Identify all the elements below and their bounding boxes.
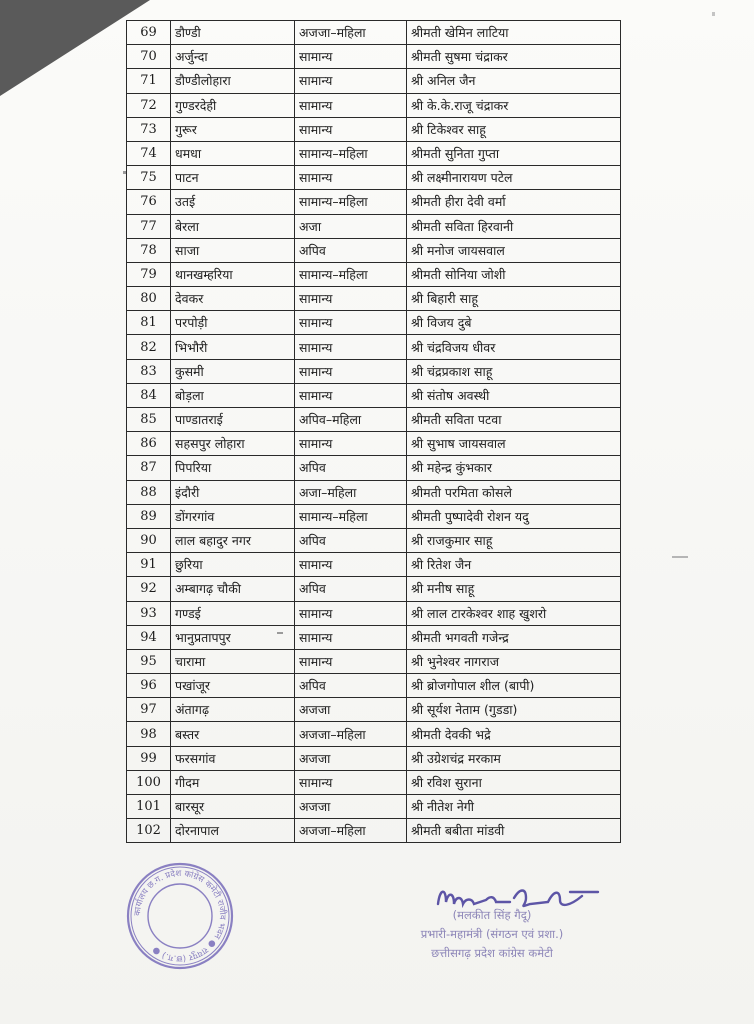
appointee-name: श्रीमती सोनिया जोशी <box>407 262 621 286</box>
appointee-name: श्री रितेश जैन <box>407 553 621 577</box>
scan-speck <box>712 12 715 16</box>
reservation-category: अजजा–महिला <box>295 722 407 746</box>
row-number: 73 <box>127 117 171 141</box>
row-number: 98 <box>127 722 171 746</box>
reservation-category: सामान्य <box>295 625 407 649</box>
reservation-category: अजा <box>295 214 407 238</box>
row-number: 97 <box>127 698 171 722</box>
table-row <box>127 601 621 625</box>
signatory-organization: छत्तीसगढ़ प्रदेश कांग्रेस कमेटी <box>431 946 553 960</box>
row-number: 95 <box>127 649 171 673</box>
block-name: पाटन <box>171 166 295 190</box>
appointee-name: श्रीमती खेमिन लाटिया <box>407 21 621 45</box>
reservation-category: सामान्य–महिला <box>295 141 407 165</box>
block-name: बस्तर <box>171 722 295 746</box>
appointee-name: श्रीमती बबीता मांडवी <box>407 819 621 843</box>
row-number: 96 <box>127 674 171 698</box>
block-name: दोरनापाल <box>171 819 295 843</box>
row-number: 93 <box>127 601 171 625</box>
appointee-name: श्रीमती सविता पटवा <box>407 408 621 432</box>
reservation-category: अजजा–महिला <box>295 819 407 843</box>
table-row <box>127 69 621 93</box>
appointee-name: श्री मनीष साहू <box>407 577 621 601</box>
reservation-category: सामान्य <box>295 311 407 335</box>
row-number: 87 <box>127 456 171 480</box>
appointee-name: श्रीमती हीरा देवी वर्मा <box>407 190 621 214</box>
row-number: 88 <box>127 480 171 504</box>
block-name: बेरला <box>171 214 295 238</box>
appointee-name: श्री बिहारी साहू <box>407 287 621 311</box>
table-row <box>127 674 621 698</box>
block-name: इंदौरी <box>171 480 295 504</box>
reservation-category: सामान्य <box>295 383 407 407</box>
row-number: 86 <box>127 432 171 456</box>
block-name: अंतागढ़ <box>171 698 295 722</box>
block-name: बोड़ला <box>171 383 295 407</box>
reservation-category: सामान्य <box>295 335 407 359</box>
table-row <box>127 117 621 141</box>
row-number: 75 <box>127 166 171 190</box>
appointee-name: श्री भुनेश्वर नागराज <box>407 649 621 673</box>
row-number: 72 <box>127 93 171 117</box>
block-name: भानुप्रतापपुर <box>171 625 295 649</box>
office-seal <box>126 862 234 970</box>
block-name: परपोड़ी <box>171 311 295 335</box>
table-row <box>127 553 621 577</box>
block-name: साजा <box>171 238 295 262</box>
row-number: 81 <box>127 311 171 335</box>
reservation-category: सामान्य <box>295 287 407 311</box>
reservation-category: सामान्य–महिला <box>295 262 407 286</box>
block-name: धमधा <box>171 141 295 165</box>
signatory-name: (मलकीत सिंह गैदू) <box>452 908 532 922</box>
reservation-category: अपिव–महिला <box>295 408 407 432</box>
row-number: 99 <box>127 746 171 770</box>
table-row <box>127 504 621 528</box>
block-name: बारसूर <box>171 795 295 819</box>
block-name: छुरिया <box>171 553 295 577</box>
row-number: 90 <box>127 528 171 552</box>
appointee-name: श्री संतोष अवस्थी <box>407 383 621 407</box>
appointee-name: श्रीमती सुनिता गुप्ता <box>407 141 621 165</box>
row-number: 74 <box>127 141 171 165</box>
block-name: डौण्डीलोहारा <box>171 69 295 93</box>
block-name: फरसगांव <box>171 746 295 770</box>
table-row <box>127 262 621 286</box>
block-name: गण्डई <box>171 601 295 625</box>
seal-text: कार्यालय छ.ग. प्रदेश कांग्रेस कमेटी राजीव भवन ● रायपुर (छ.ग.) ● <box>132 868 228 964</box>
table-row <box>127 141 621 165</box>
table-row <box>127 383 621 407</box>
table-row <box>127 166 621 190</box>
table-row <box>127 649 621 673</box>
block-name: गुरूर <box>171 117 295 141</box>
block-name: देवकर <box>171 287 295 311</box>
appointee-name: श्रीमती परमिता कोसले <box>407 480 621 504</box>
row-number: 84 <box>127 383 171 407</box>
row-number: 83 <box>127 359 171 383</box>
table-row <box>127 335 621 359</box>
table-row <box>127 698 621 722</box>
appointee-name: श्री विजय दुबे <box>407 311 621 335</box>
row-number: 91 <box>127 553 171 577</box>
table-row <box>127 625 621 649</box>
scan-speck <box>672 556 688 558</box>
block-name: अम्बागढ़ चौकी <box>171 577 295 601</box>
reservation-category: अजजा <box>295 698 407 722</box>
table-row <box>127 528 621 552</box>
table-row <box>127 456 621 480</box>
appointee-name: श्रीमती देवकी भद्रे <box>407 722 621 746</box>
reservation-category: सामान्य–महिला <box>295 504 407 528</box>
row-number: 77 <box>127 214 171 238</box>
block-name: पखांजूर <box>171 674 295 698</box>
appointee-name: श्री के.के.राजू चंद्राकर <box>407 93 621 117</box>
row-number: 89 <box>127 504 171 528</box>
row-number: 79 <box>127 262 171 286</box>
reservation-category: सामान्य <box>295 601 407 625</box>
table-row <box>127 238 621 262</box>
reservation-category: अजजा <box>295 795 407 819</box>
block-name: अर्जुन्दा <box>171 45 295 69</box>
block-name: डोंगरगांव <box>171 504 295 528</box>
table-row <box>127 93 621 117</box>
table-row <box>127 359 621 383</box>
reservation-category: सामान्य <box>295 93 407 117</box>
reservation-category: अजा–महिला <box>295 480 407 504</box>
table-row <box>127 45 621 69</box>
table-row <box>127 432 621 456</box>
appointee-name: श्री नीतेश नेगी <box>407 795 621 819</box>
row-number: 101 <box>127 795 171 819</box>
reservation-category: सामान्य <box>295 359 407 383</box>
table-row <box>127 408 621 432</box>
appointee-name: श्री लक्ष्मीनारायण पटेल <box>407 166 621 190</box>
block-name: सहसपुर लोहारा <box>171 432 295 456</box>
reservation-category: अपिव <box>295 528 407 552</box>
table-row <box>127 577 621 601</box>
reservation-category: अपिव <box>295 674 407 698</box>
appointee-name: श्री सुभाष जायसवाल <box>407 432 621 456</box>
block-name: थानखम्हरिया <box>171 262 295 286</box>
svg-text:कार्यालय छ.ग. प्रदेश कांग्रेस <box>133 868 228 963</box>
row-number: 80 <box>127 287 171 311</box>
appointee-name: श्रीमती पुष्पादेवी रोशन यदु <box>407 504 621 528</box>
block-name: पाण्डातराई <box>171 408 295 432</box>
reservation-category: सामान्य <box>295 649 407 673</box>
table-row <box>127 190 621 214</box>
appointee-name: श्री उग्रेशचंद्र मरकाम <box>407 746 621 770</box>
reservation-category: सामान्य <box>295 432 407 456</box>
row-number: 71 <box>127 69 171 93</box>
reservation-category: सामान्य–महिला <box>295 190 407 214</box>
appointee-name: श्री चंद्रप्रकाश साहू <box>407 359 621 383</box>
appointee-name: श्रीमती सविता हिरवानी <box>407 214 621 238</box>
row-number: 76 <box>127 190 171 214</box>
appointee-name: श्रीमती सुषमा चंद्राकर <box>407 45 621 69</box>
reservation-category: अपिव <box>295 577 407 601</box>
reservation-category: सामान्य <box>295 553 407 577</box>
row-number: 69 <box>127 21 171 45</box>
appointee-name: श्री ब्रोजगोपाल शील (बापी) <box>407 674 621 698</box>
appointee-name: श्री रविश सुराना <box>407 770 621 794</box>
table-row <box>127 722 621 746</box>
reservation-category: अपिव <box>295 238 407 262</box>
reservation-category: अजजा <box>295 746 407 770</box>
row-number: 100 <box>127 770 171 794</box>
reservation-category: सामान्य <box>295 166 407 190</box>
block-name: लाल बहादुर नगर <box>171 528 295 552</box>
block-name: डौण्डी <box>171 21 295 45</box>
row-number: 82 <box>127 335 171 359</box>
block-name: चारामा <box>171 649 295 673</box>
appointee-name: श्री चंद्रविजय धीवर <box>407 335 621 359</box>
reservation-category: अजजा–महिला <box>295 21 407 45</box>
appointee-name: श्री महेन्द्र कुंभकार <box>407 456 621 480</box>
reservation-category: अपिव <box>295 456 407 480</box>
table-row <box>127 746 621 770</box>
table-row <box>127 287 621 311</box>
appointee-name: श्रीमती भगवती गजेन्द्र <box>407 625 621 649</box>
table-row <box>127 819 621 843</box>
appointee-name: श्री लाल टारकेश्वर शाह खुशरो <box>407 601 621 625</box>
block-name: पिपरिया <box>171 456 295 480</box>
row-number: 94 <box>127 625 171 649</box>
block-name: भिभौरी <box>171 335 295 359</box>
block-name: गीदम <box>171 770 295 794</box>
row-number: 70 <box>127 45 171 69</box>
table-row <box>127 311 621 335</box>
appointee-name: श्री टिकेश्वर साहू <box>407 117 621 141</box>
row-number: 85 <box>127 408 171 432</box>
row-number: 78 <box>127 238 171 262</box>
reservation-category: सामान्य <box>295 69 407 93</box>
scan-speck <box>123 171 126 174</box>
table-row <box>127 770 621 794</box>
appointee-name: श्री राजकुमार साहू <box>407 528 621 552</box>
block-name: उतई <box>171 190 295 214</box>
signatory-designation: प्रभारी-महामंत्री (संगठन एवं प्रशा.) <box>420 927 564 941</box>
appointee-name: श्री मनोज जायसवाल <box>407 238 621 262</box>
appointee-name: श्री अनिल जैन <box>407 69 621 93</box>
block-name: गुण्डरदेही <box>171 93 295 117</box>
table-row <box>127 214 621 238</box>
reservation-category: सामान्य <box>295 45 407 69</box>
reservation-category: सामान्य <box>295 117 407 141</box>
row-number: 102 <box>127 819 171 843</box>
reservation-category: सामान्य <box>295 770 407 794</box>
table-row <box>127 795 621 819</box>
signatory-block <box>382 906 602 963</box>
row-number: 92 <box>127 577 171 601</box>
committee-table <box>126 20 621 843</box>
table-row <box>127 480 621 504</box>
table-row <box>127 21 621 45</box>
scan-speck <box>277 632 283 634</box>
block-name: कुसमी <box>171 359 295 383</box>
appointee-name: श्री सूर्यश नेताम (गुडडा) <box>407 698 621 722</box>
